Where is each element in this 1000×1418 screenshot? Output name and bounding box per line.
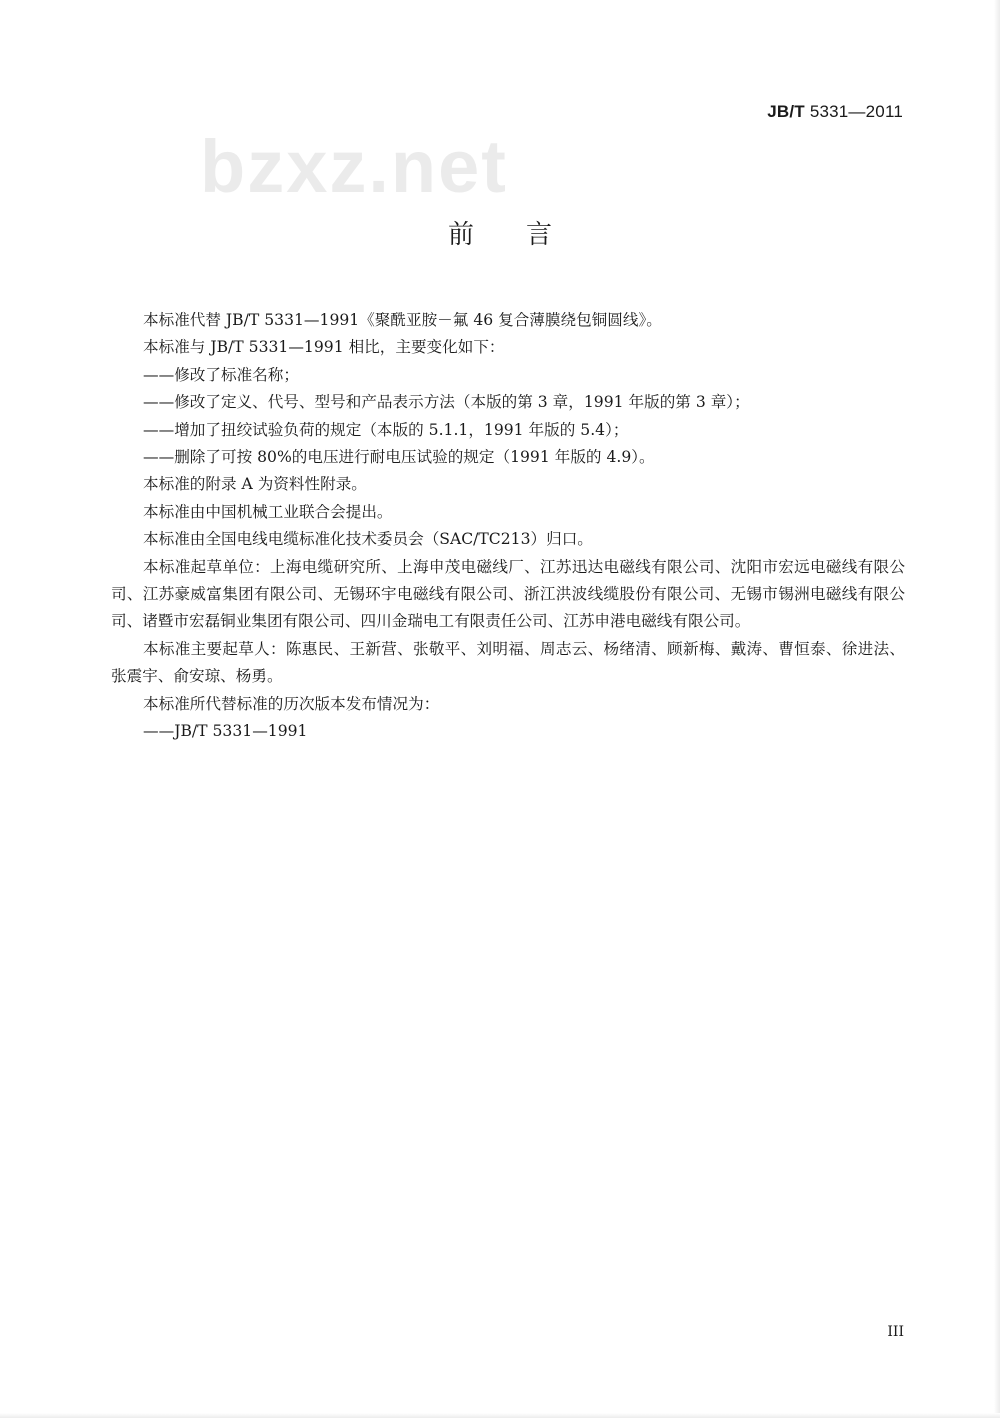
page-number: III xyxy=(887,1324,904,1340)
standard-code-prefix: JB/T xyxy=(767,102,805,121)
history-item: ——JB/T 5331—1991 xyxy=(143,722,308,741)
page-bottom-shadow xyxy=(0,1413,1000,1418)
standard-code xyxy=(767,102,903,122)
change-item: ——删除了可按 80%的电压进行耐电压试验的规定（1991 年版的 4.9）。 xyxy=(143,448,655,467)
paragraph-drafters: 本标准主要起草人：陈惠民、王新营、张敬平、刘明福、周志云、杨绪清、顾新梅、戴涛、曹恒泰、徐进法、张震宇、俞安琼、杨勇。 xyxy=(111,639,905,686)
standard-code-number: 5331—2011 xyxy=(804,102,903,121)
page-title: 前言 xyxy=(447,220,604,250)
watermark: bzxz.net xyxy=(200,125,508,208)
paragraph-appendix: 本标准的附录 A 为资料性附录。 xyxy=(143,475,367,494)
paragraph-replacement: 本标准代替 JB/T 5331—1991《聚酰亚胺－氟 46 复合薄膜绕包铜圆线》。 xyxy=(143,311,662,329)
change-item: ——修改了标准名称； xyxy=(143,365,299,384)
paragraph-changes-intro: 本标准与 JB/T 5331—1991 相比，主要变化如下： xyxy=(143,338,505,357)
paragraph-proposer: 本标准由中国机械工业联合会提出。 xyxy=(143,502,393,521)
paragraph-drafting-units: 本标准起草单位：上海电缆研究所、上海申茂电磁线厂、江苏迅达电磁线有限公司、沈阳市宏远电磁线有限公司、江苏豪威富集团有限公司、无锡环宇电磁线有限公司、浙江洪波线缆股份有限公司、无锡市锡洲电磁线有限公司、诸暨市宏磊铜业集团有限公司、四川金瑞电工有限责任公司、江苏申港电磁线有限公司。 xyxy=(111,557,905,631)
change-item: ——增加了扭绞试验负荷的规定（本版的 5.1.1，1991 年版的 5.4）； xyxy=(143,420,629,439)
page-edge-shadow xyxy=(994,0,1000,1418)
foreword-body xyxy=(111,307,905,746)
paragraph-committee: 本标准由全国电线电缆标准化技术委员会（SAC/TC213）归口。 xyxy=(143,530,593,549)
change-item: ——修改了定义、代号、型号和产品表示方法（本版的第 3 章，1991 年版的第 3 章）； xyxy=(143,393,750,412)
paragraph-history-intro: 本标准所代替标准的历次版本发布情况为： xyxy=(143,694,440,713)
